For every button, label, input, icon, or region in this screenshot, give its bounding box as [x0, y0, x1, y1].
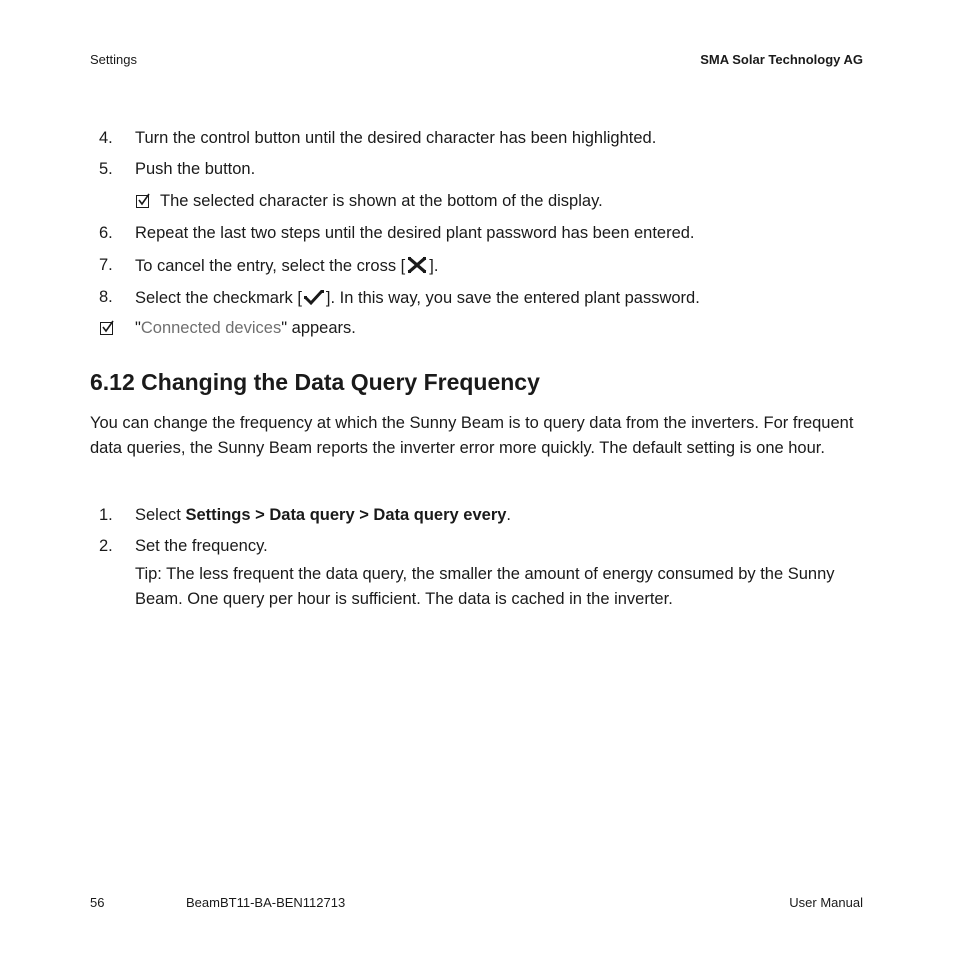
section-heading: 6.12 Changing the Data Query Frequency — [90, 369, 540, 395]
header-company-name: SMA Solar Technology AG — [700, 52, 863, 67]
step-text-suffix: . — [506, 506, 512, 524]
step-number: 5. — [99, 160, 113, 178]
step-number: 1. — [99, 506, 113, 524]
menu-path: Settings > Data query > Data query every — [185, 506, 507, 524]
step-number: 7. — [99, 256, 113, 274]
checkbox-checked-icon — [136, 195, 149, 208]
display-text-connected-devices: Connected devices — [140, 319, 282, 337]
section-intro-paragraph: You can change the frequency at which the Sunny Beam is to query data from the inverters. For frequent data queries, the Sunny Beam reports the inverter error more quickly. The default setting is one hour. — [90, 414, 854, 457]
result-text — [135, 319, 356, 338]
cross-icon — [405, 256, 429, 274]
quote-open: " — [135, 319, 141, 337]
checkmark-icon — [302, 288, 326, 306]
step-number: 4. — [99, 129, 113, 147]
step-text: Set the frequency. — [135, 537, 268, 555]
step-text-before: To cancel the entry, select the cross [ — [135, 257, 406, 275]
footer-page-number: 56 — [90, 895, 105, 910]
step-number: 6. — [99, 224, 113, 242]
tip-paragraph: Tip: The less frequent the data query, the smaller the amount of energy consumed by the Sunny Beam. One query per hour is sufficient. The data is cached in the inverter. — [135, 565, 835, 608]
step-text: Push the button. — [135, 160, 256, 178]
footer-document-type: User Manual — [789, 895, 863, 910]
step-text-before: Select the checkmark [ — [135, 289, 302, 307]
step-text — [135, 256, 438, 276]
step-text — [135, 288, 700, 308]
step-text-after: ]. In this way, you save the entered plant password. — [325, 289, 700, 307]
header-section-label: Settings — [90, 52, 137, 67]
footer-document-id: BeamBT11-BA-BEN112713 — [186, 895, 346, 910]
result-text: The selected character is shown at the bottom of the display. — [160, 192, 603, 210]
step-text-prefix: Select — [135, 506, 186, 524]
step-text-after: ]. — [429, 257, 439, 275]
result-text-after: " appears. — [281, 319, 356, 337]
step-text: Turn the control button until the desired character has been highlighted. — [135, 129, 657, 147]
step-number: 8. — [99, 288, 113, 306]
step-text: Repeat the last two steps until the desired plant password has been entered. — [135, 224, 695, 242]
step-text — [135, 506, 511, 525]
step-number: 2. — [99, 537, 113, 555]
checkbox-checked-icon — [100, 322, 113, 335]
